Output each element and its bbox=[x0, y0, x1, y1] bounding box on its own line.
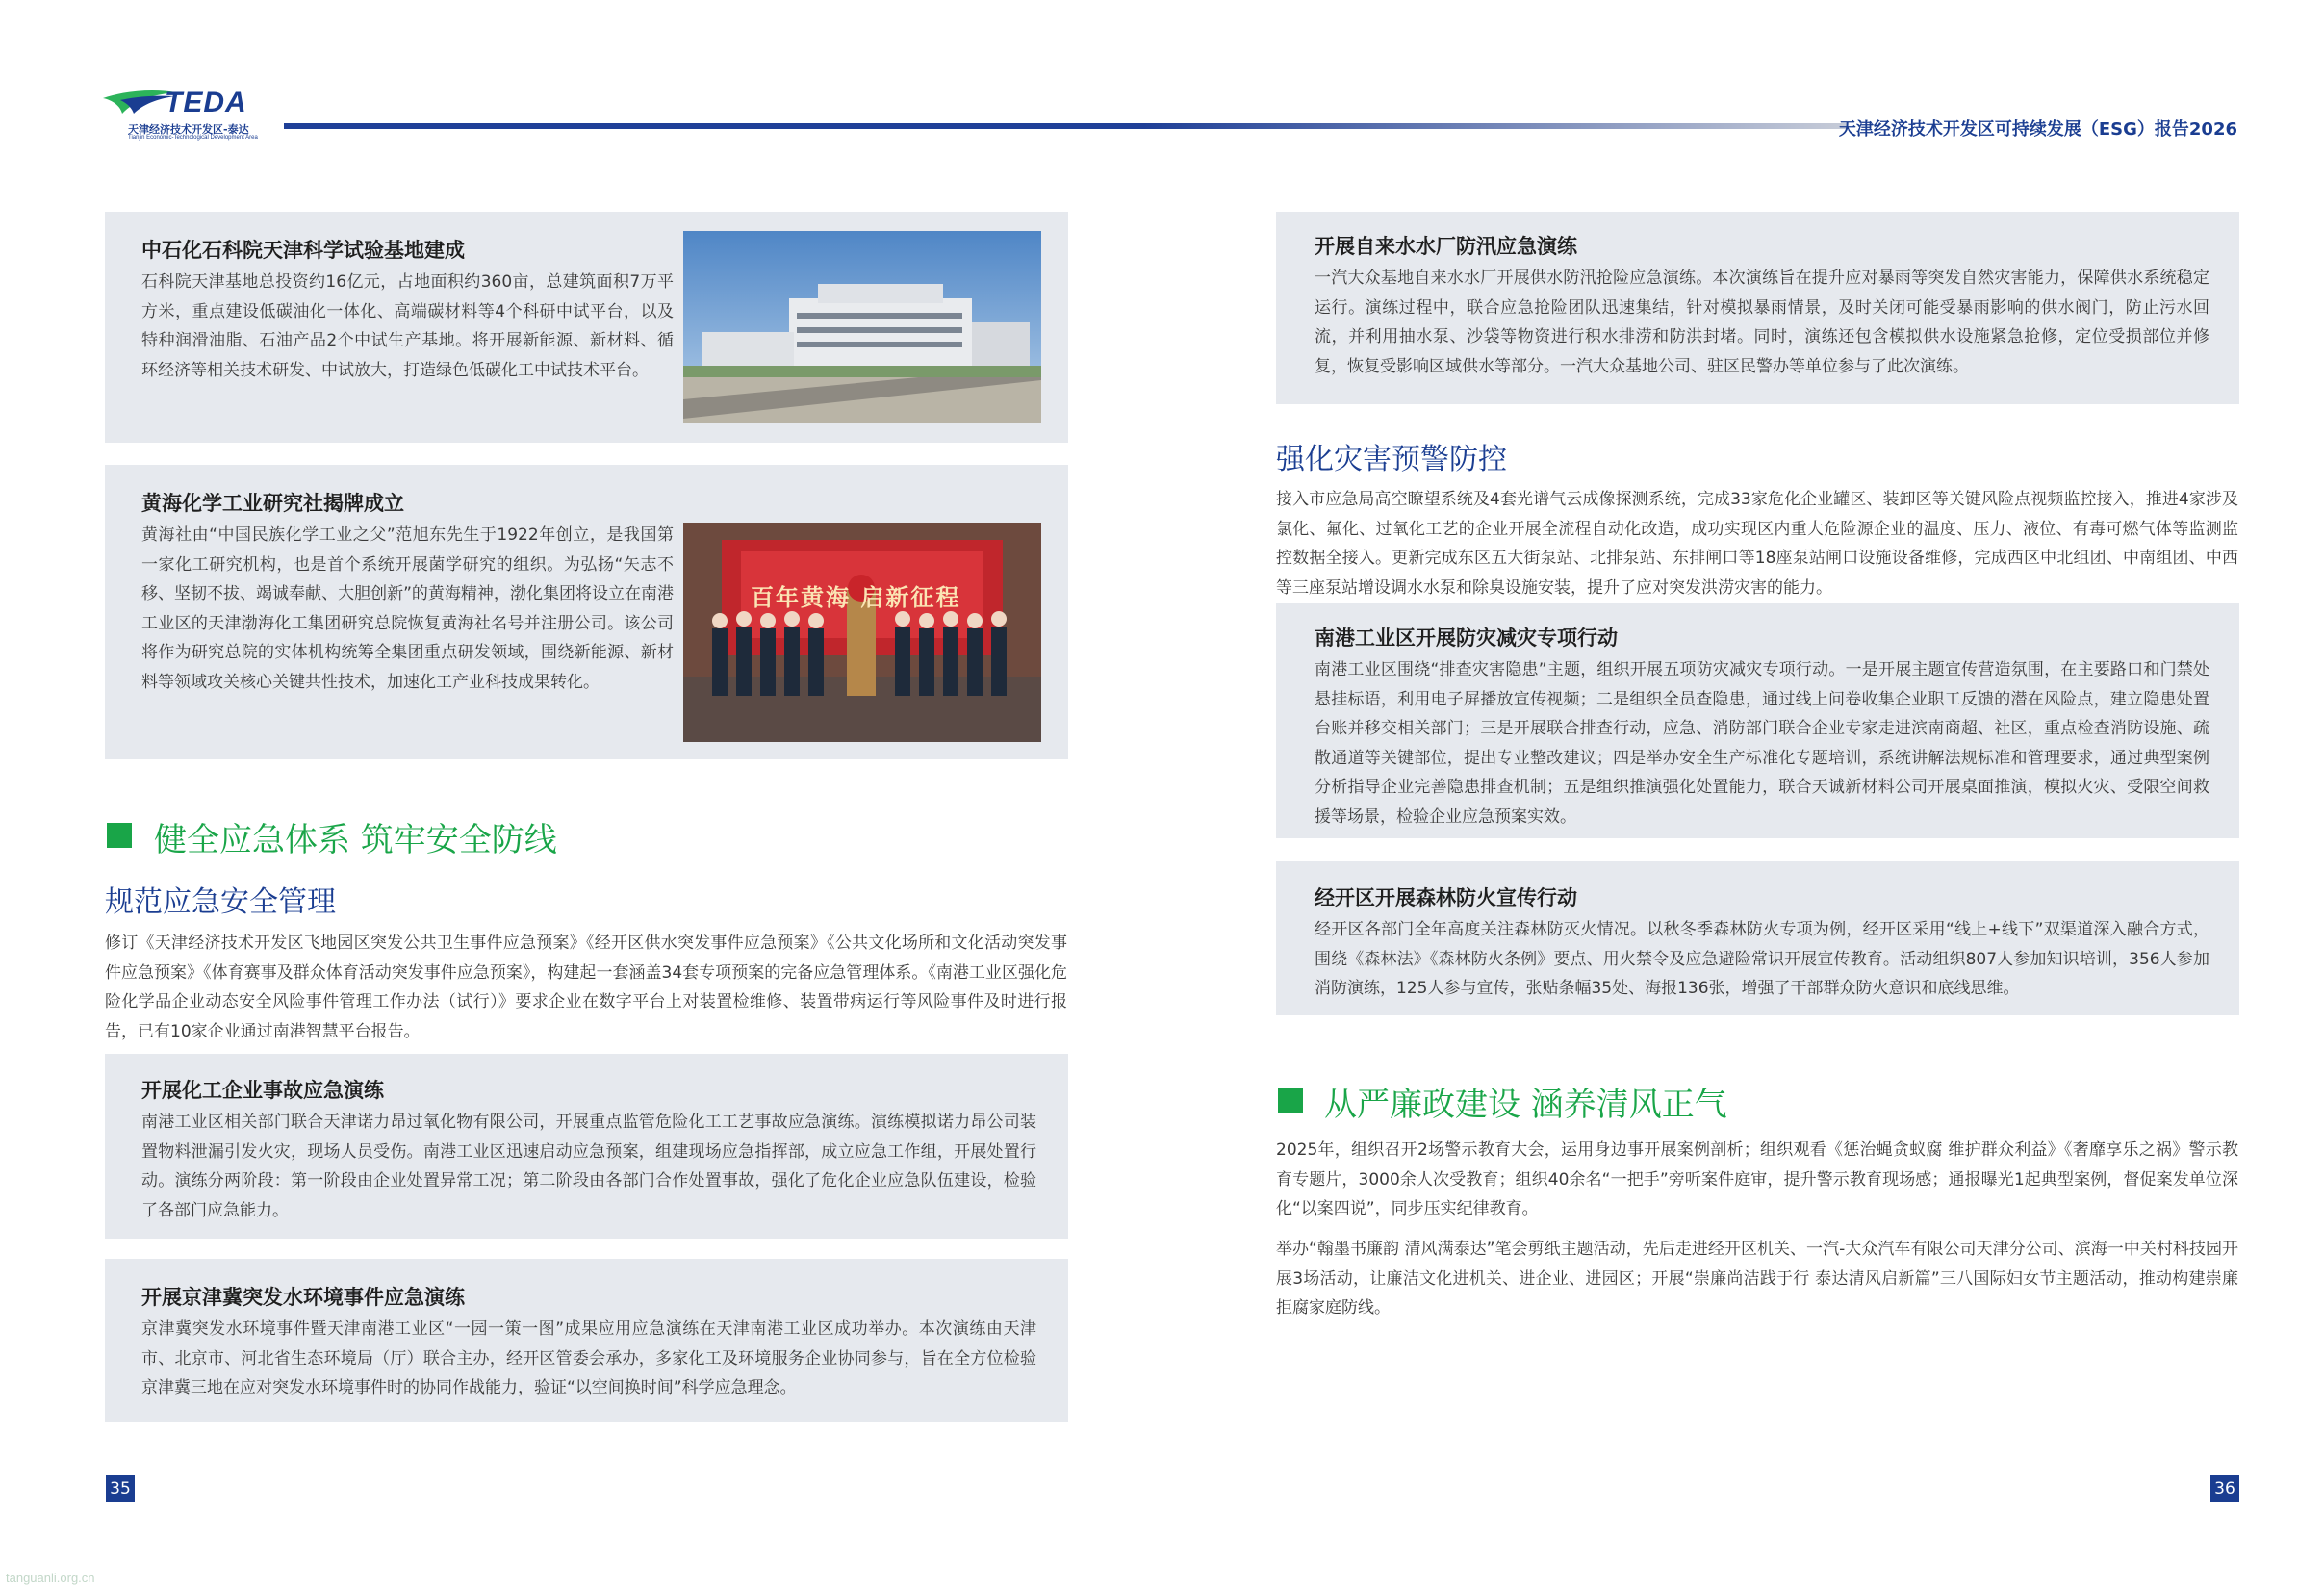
card-title: 开展京津冀突发水环境事件应急演练 bbox=[141, 1286, 465, 1309]
card-text: 京津冀突发水环境事件暨天津南港工业区“一园一策一图”成果应用应急演练在天津南港工业区成功举办。本次演练由天津市、北京市、河北省生态环境局（厅）联合主办，经开区管委会承办，多家化工及环境服务企业协同参与，旨在全方位检验京津冀三地在应对突发水环境事件时的协同作战能力，验证“以空间换时间”科学应急理念。 bbox=[141, 1319, 1036, 1397]
card-text: 一汽大众基地自来水水厂开展供水防汛抢险应急演练。本次演练旨在提升应对暴雨等突发自然灾害能力，保障供水系统稳定运行。演练过程中，联合应急抢险团队迅速集结，针对模拟暴雨情景，及时关闭可能受暴雨影响的供水阀门，防止污水回流，并利用抽水泵、沙袋等物资进行积水排涝和防洪封堵。同时，演练还包含模拟供水设施紧急抢修，定位受损部位并修复，恢复受影响区域供水等部分。一汽大众基地公司、驻区民警办等单位参与了此次演练。 bbox=[1315, 269, 2209, 376]
page-number-right: 36 bbox=[2210, 1475, 2239, 1502]
teda-logo bbox=[101, 85, 294, 142]
unveiling-ceremony-photo bbox=[683, 523, 1041, 742]
page-header bbox=[0, 0, 2324, 144]
card-text: 南港工业区相关部门联合天津诺力昂过氧化物有限公司，开展重点监管危险化工工艺事故应急演练。演练模拟诺力昂公司装置物料泄漏引发火灾，现场人员受伤。南港工业区迅速启动应急预案，组建现场应急指挥部，成立应急工作组，开展处置行动。演练分两阶段：第一阶段由企业处置异常工况；第二阶段由各部门合作处置事故，强化了危化企业应急队伍建设，检验了各部门应急能力。 bbox=[141, 1113, 1036, 1220]
logo-english-name: Tianjin Economic-Technological Development Area bbox=[128, 135, 258, 141]
paragraph-warning-education: 2025年，组织召开2场警示教育大会，运用身边事开展案例剖析；组织观看《惩治蝇贪蚁腐 维护群众利益》《奢靡享乐之祸》警示教育专题片，3000余人次受教育；组织40余名“一把手”旁听案件庭审，提升警示教育现场感；通报曝光1起典型案例，督促案发单位深化“以案四说”，同步压实纪律教育。 bbox=[1276, 1140, 2238, 1218]
research-base-photo bbox=[683, 231, 1041, 423]
report-title: 天津经济技术开发区可持续发展（ESG）报告2026 bbox=[1838, 119, 2237, 140]
card-forest-fire-campaign bbox=[1276, 861, 2239, 1015]
card-title: 中石化石科院天津科学试验基地建成 bbox=[141, 239, 465, 262]
ceremony-banner-text: 百年黄海 启新征程 bbox=[751, 584, 961, 611]
paragraph-disaster-warning: 接入市应急局高空瞭望系统及4套光谱气云成像探测系统，完成33家危化企业罐区、装卸区等关键风险点视频监控接入，推进4家涉及氯化、氟化、过氧化工艺的企业开展全流程自动化改造，成功实现区内重大危险源企业的温度、压力、液位、有毒可燃气体等监测监控数据全接入。更新完成东区五大街泵站、北排泵站、东排闸口等18座泵站闸口设施设备维修，完成西区中北组团、中南组团、中西等三座泵站增设调水水泵和除臭设施安装，提升了应对突发洪涝灾害的能力。 bbox=[1276, 490, 2238, 598]
card-water-environment-drill bbox=[105, 1259, 1068, 1422]
card-text: 石科院天津基地总投资约16亿元，占地面积约360亩，总建筑面积7万平方米，重点建设低碳油化一体化、高端碳材料等4个科研中试平台，以及特种润滑油脂、石油产品2个中试生产基地。将开展新能源、新材料、循环经济等相关技术研发、中试放大，打造绿色低碳化工中试技术平台。 bbox=[141, 272, 674, 380]
logo-chinese-name: 天津经济技术开发区-泰达 bbox=[128, 123, 249, 136]
subtitle-emergency-management: 规范应急安全管理 bbox=[105, 885, 336, 919]
card-title: 开展化工企业事故应急演练 bbox=[141, 1079, 384, 1102]
watermark: tanguanli.org.cn bbox=[6, 1571, 95, 1585]
section-marker bbox=[1278, 1088, 1303, 1113]
card-title: 开展自来水水厂防汛应急演练 bbox=[1315, 235, 1577, 258]
card-huanghai-society bbox=[105, 465, 1068, 759]
header-divider bbox=[284, 123, 1848, 129]
card-nangang-disaster-action bbox=[1276, 603, 2239, 838]
card-waterworks-flood-drill bbox=[1276, 212, 2239, 404]
card-chemical-drill bbox=[105, 1054, 1068, 1239]
card-text: 南港工业区围绕“排查灾害隐患”主题，组织开展五项防灾减灾专项行动。一是开展主题宣传营造氛围，在主要路口和门禁处悬挂标语，利用电子屏播放宣传视频；二是组织全员查隐患，通过线上问卷收集企业职工反馈的潜在风险点，建立隐患处置台账并移交相关部门；三是开展联合排查行动，应急、消防部门联合企业专家走进滨南商超、社区，重点检查消防设施、疏散通道等关键部位，提出专业整改建议；四是举办安全生产标准化专题培训，系统讲解法规标准和管理要求，通过典型案例分析指导企业完善隐患排查机制；五是组织推演强化处置能力，联合天诚新材料公司开展桌面推演，模拟火灾、受限空间救援等场景，检验企业应急预案实效。 bbox=[1315, 660, 2209, 827]
card-text: 黄海社由“中国民族化学工业之父”范旭东先生于1922年创立，是我国第一家化工研究机构，也是首个系统开展菌学研究的组织。为弘扬“矢志不移、坚韧不拔、竭诚奉献、大胆创新”的黄海精神，渤化集团将设立在南港工业区的天津渤海化工集团研究总院恢复黄海社名号并注册公司。该公司将作为研究总院的实体机构统筹全集团重点研发领域，围绕新能源、新材料等领域攻关核心关键共性技术，加速化工产业科技成果转化。 bbox=[141, 525, 674, 692]
section-title-emergency: 健全应急体系 筑牢安全防线 bbox=[154, 821, 557, 859]
card-sinopec-base bbox=[105, 212, 1068, 443]
paragraph-integrity-culture: 举办“翰墨书廉韵 清风满泰达”笔会剪纸主题活动，先后走进经开区机关、一汽-大众汽车有限公司天津分公司、滨海一中关村科技园开展3场活动，让廉洁文化进机关、进企业、进园区；开展“崇廉尚洁践于行 泰达清风启新篇”三八国际妇女节主题活动，推动构建崇廉拒腐家庭防线。 bbox=[1276, 1240, 2238, 1318]
card-title: 黄海化学工业研究社揭牌成立 bbox=[141, 492, 404, 515]
subtitle-disaster-warning: 强化灾害预警防控 bbox=[1276, 443, 1507, 476]
card-title: 南港工业区开展防灾减灾专项行动 bbox=[1315, 627, 1618, 650]
card-title: 经开区开展森林防火宣传行动 bbox=[1315, 886, 1577, 909]
section-marker bbox=[107, 823, 132, 848]
logo-wordmark: TEDA bbox=[165, 87, 247, 118]
page-number-left: 35 bbox=[106, 1475, 135, 1502]
paragraph-emergency-plans: 修订《天津经济技术开发区飞地园区突发公共卫生事件应急预案》《经开区供水突发事件应急预案》《公共文化场所和文化活动突发事件应急预案》《体育赛事及群众体育活动突发事件应急预案》，构建起一套涵盖34套专项预案的完备应急管理体系。《南港工业区强化危险化学品企业动态安全风险事件管理工作办法（试行）》要求企业在数字平台上对装置检维修、装置带病运行等风险事件及时进行报告，已有10家企业通过南港智慧平台报告。 bbox=[105, 934, 1067, 1041]
section-title-integrity: 从严廉政建设 涵养清风正气 bbox=[1324, 1086, 1727, 1124]
card-text: 经开区各部门全年高度关注森林防灭火情况。以秋冬季森林防火专项为例，经开区采用“线上+线下”双渠道深入融合方式，围绕《森林法》《森林防火条例》要点、用火禁令及应急避险常识开展宣传教育。活动组织807人参加知识培训，356人参加消防演练，125人参与宣传，张贴条幅35处、海报136张，增强了干部群众防火意识和底线思维。 bbox=[1315, 920, 2209, 998]
